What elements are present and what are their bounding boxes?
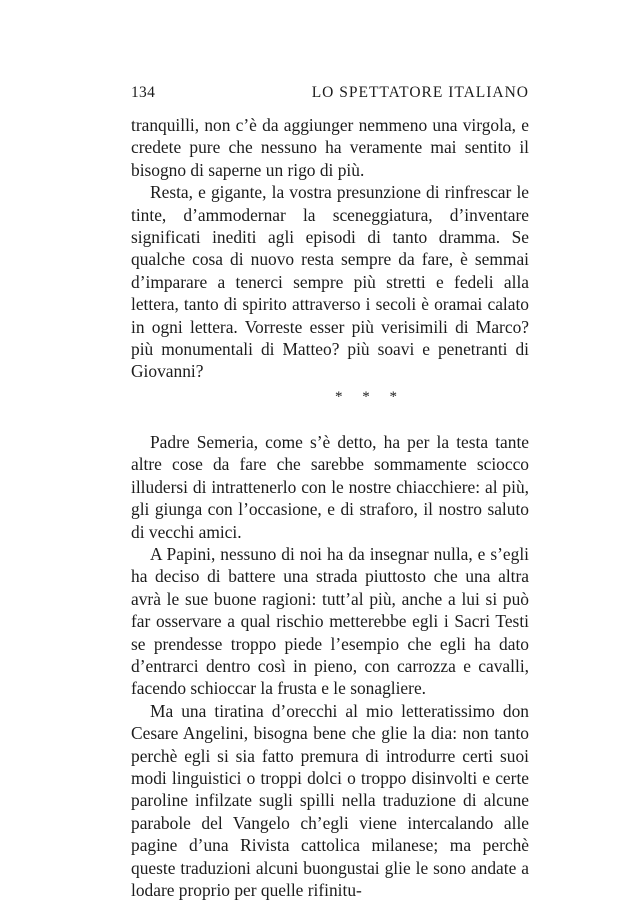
- section-break-asterisks: * * *: [335, 388, 405, 405]
- page-number: 134: [131, 84, 156, 101]
- paragraph-continuation: tranquilli, non c’è da aggiunger nemmeno una virgola, e credete pure che nessuno ha veramente mai sentito il bisogno di saperne un rigo di più.: [131, 115, 529, 180]
- paragraph-papini: A Papini, nessuno di noi ha da insegnar nulla, e s’egli ha deciso di battere una strada piuttosto che una altra avrà le sue buone ragioni: tutt’al più, anche a lui si può far osservare a qual rischio metterebbe egli i Sacri Testi se prendesse troppo piede l’esempio che egli ha dato d’entrarci dentro così in pieno, con carrozza e cavalli, facendo schioccar la frusta e le sonagliere.: [131, 543, 529, 699]
- paragraph-semeria: Padre Semeria, come s’è detto, ha per la testa tante altre cose da fare che sarebbe sommamente sciocco illudersi di intrattenerlo con le nostre chiacchiere: al più, gli giunga con l’occasione, e di straforo, il nostro saluto di vecchi amici.: [131, 431, 529, 542]
- paragraph-angelini: Ma una tiratina d’orecchi al mio letteratissimo don Cesare Angelini, bisogna bene che glie la dia: non tanto perchè egli si sia fatto premura di introdurre certi suoi modi linguistici o troppi dolci o troppo disinvolti e certe paroline infilzate sugli spilli nella traduzione di alcune parabole del Vangelo ch’egli viene intercalando alle pagine d’una Rivista cattolica milanese; ma perchè queste traduzioni alcuni buongustai glie le sono andate a lodare proprio per quelle rifinitu-: [131, 700, 529, 900]
- body-text: [131, 114, 529, 901]
- page-header: [131, 84, 529, 106]
- running-title: LO SPETTATORE ITALIANO: [311, 84, 529, 101]
- paragraph-resta: Resta, e gigante, la vostra presunzione di rinfrescar le tinte, d’ammodernar la sceneggiatura, d’inventare significati inediti agli episodi di tanto dramma. Se qualche cosa di nuovo resta sempre da fare, è semmai d’imparare a tenerci sempre più stretti e fedeli alla lettera, tanto di spirito attraverso i secoli è oramai calato in ogni lettera. Vorreste esser più verisimili di Marco? più monumentali di Matteo? più soavi e penetranti di Giovanni?: [131, 182, 529, 382]
